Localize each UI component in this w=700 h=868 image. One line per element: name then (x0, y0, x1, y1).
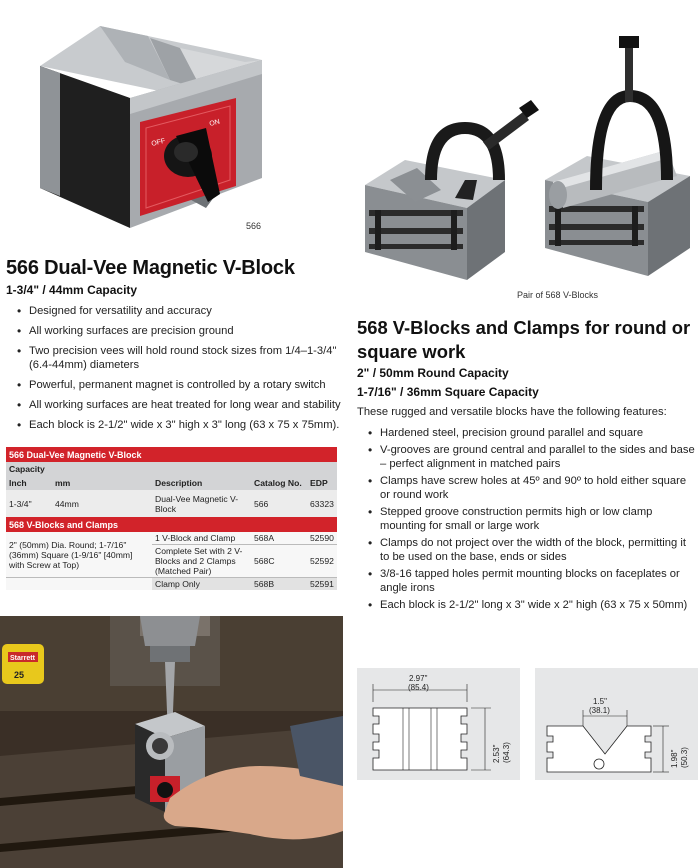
cell-description: Complete Set with 2 V-Blocks and 2 Clamps (Matched Pair) (152, 545, 251, 578)
list-item: • Clamps do not project over the width of the block, permitting it to be used on the base, ends or sides (365, 536, 697, 564)
cell-inch: 1-3/4" (6, 490, 52, 517)
list-item: • All working surfaces are precision ground (14, 324, 344, 338)
mm-header: mm (52, 476, 152, 490)
table-section-header (6, 517, 337, 532)
drilling-setup-photo (0, 616, 343, 868)
table-row (6, 532, 337, 545)
566-v-block-image (30, 18, 270, 230)
list-item: • Clamps have screw holes at 45º and 90º to hold either square or round work (365, 474, 697, 502)
568-feature-list (365, 426, 697, 615)
list-item: • 3/8-16 tapped holes permit mounting blocks on faceplates or angle irons (365, 567, 697, 595)
cell-capacity-568: 2" (50mm) Dia. Round; 1-7/16" (36mm) Square (1-9/16" [40mm] with Screw at Top) (6, 532, 152, 578)
table-header-row (6, 462, 337, 476)
566-heading: 566 Dual-Vee Magnetic V-Block (6, 257, 295, 279)
list-item: • All working surfaces are heat treated for long wear and stability (14, 398, 344, 412)
catalog-header: Catalog No. (251, 476, 307, 490)
inch-header: Inch (6, 476, 52, 490)
edp-header: EDP (307, 476, 337, 490)
cell-description: Dual-Vee Magnetic V-Block (152, 490, 251, 517)
list-item: • Each block is 2-1/2" wide x 3" high x 3" long (63 x 75 x 75mm). (14, 418, 344, 432)
section-566-title: 566 Dual-Vee Magnetic V-Block (6, 447, 337, 462)
566-feature-list (14, 304, 344, 438)
568-figure-caption: Pair of 568 V-Blocks (517, 290, 599, 300)
drawing1-height-in: 2.53" (492, 744, 501, 763)
cell-catalog: 566 (251, 490, 307, 517)
cell-description: Clamp Only (152, 578, 251, 591)
list-item: • Designed for versatility and accuracy (14, 304, 344, 318)
cell-edp: 63323 (307, 490, 337, 517)
list-item: • Each block is 2-1/2" long x 3" wide x 2" high (63 x 75 x 50mm) (365, 598, 697, 612)
drawing1-width-in: 2.97" (409, 674, 428, 683)
list-item: • Hardened steel, precision ground parallel and square (365, 426, 697, 440)
cell-edp: 52591 (307, 578, 337, 591)
list-item: • Two precision vees will hold round stock sizes from 1/4–1-3/4" (6.4-44mm) diameters (14, 344, 344, 372)
drawing1-width-mm: (85.4) (408, 683, 429, 692)
tape-number-text: 25 (14, 670, 25, 680)
drawing2-width-in: 1.5" (593, 697, 607, 706)
tape-brand-text: Starrett (10, 655, 35, 662)
table-row (6, 490, 337, 517)
cell-description: 1 V-Block and Clamp (152, 532, 251, 545)
drawing2-width-mm: (38.1) (589, 706, 610, 715)
drawing2-height-in: 1.98" (670, 749, 679, 768)
568-v-blocks-pair-image (355, 30, 695, 286)
568-side-dimension-drawing (357, 668, 520, 780)
switch-on-label: ON (208, 118, 221, 128)
568-heading: 568 V-Blocks and Clamps for round or square work (357, 317, 691, 362)
cell-edp: 52590 (307, 532, 337, 545)
table-row (6, 578, 337, 591)
section-568-title: 568 V-Blocks and Clamps (6, 517, 337, 532)
list-item: • V-grooves are ground central and parallel to the sides and base – perfect alignment in matched pairs (365, 443, 697, 471)
cell-catalog: 568C (251, 545, 307, 578)
spec-table (6, 447, 337, 590)
568-front-dimension-drawing (535, 668, 698, 780)
566-figure-caption: 566 (246, 221, 262, 231)
cell-edp: 52592 (307, 545, 337, 578)
switch-off-label: OFF (150, 137, 167, 148)
566-capacity: 1-3/4" / 44mm Capacity (6, 283, 138, 297)
table-section-header (6, 447, 337, 462)
table-header-row (6, 476, 337, 490)
description-header: Description (152, 476, 251, 490)
drawing2-height-mm: (50.3) (680, 747, 689, 768)
drawing1-height-mm: (64.3) (502, 742, 511, 763)
list-item: • Powerful, permanent magnet is controlled by a rotary switch (14, 378, 344, 392)
cell-catalog: 568A (251, 532, 307, 545)
list-item: • Stepped groove construction permits high or low clamp mounting for small or large work (365, 505, 697, 533)
cell-catalog: 568B (251, 578, 307, 591)
568-intro: These rugged and versatile blocks have the following features: (357, 406, 667, 418)
568-square-capacity: 1-7/16" / 36mm Square Capacity (357, 385, 539, 399)
cell-mm: 44mm (52, 490, 152, 517)
capacity-header: Capacity (6, 462, 337, 476)
568-round-capacity: 2" / 50mm Round Capacity (357, 366, 509, 380)
